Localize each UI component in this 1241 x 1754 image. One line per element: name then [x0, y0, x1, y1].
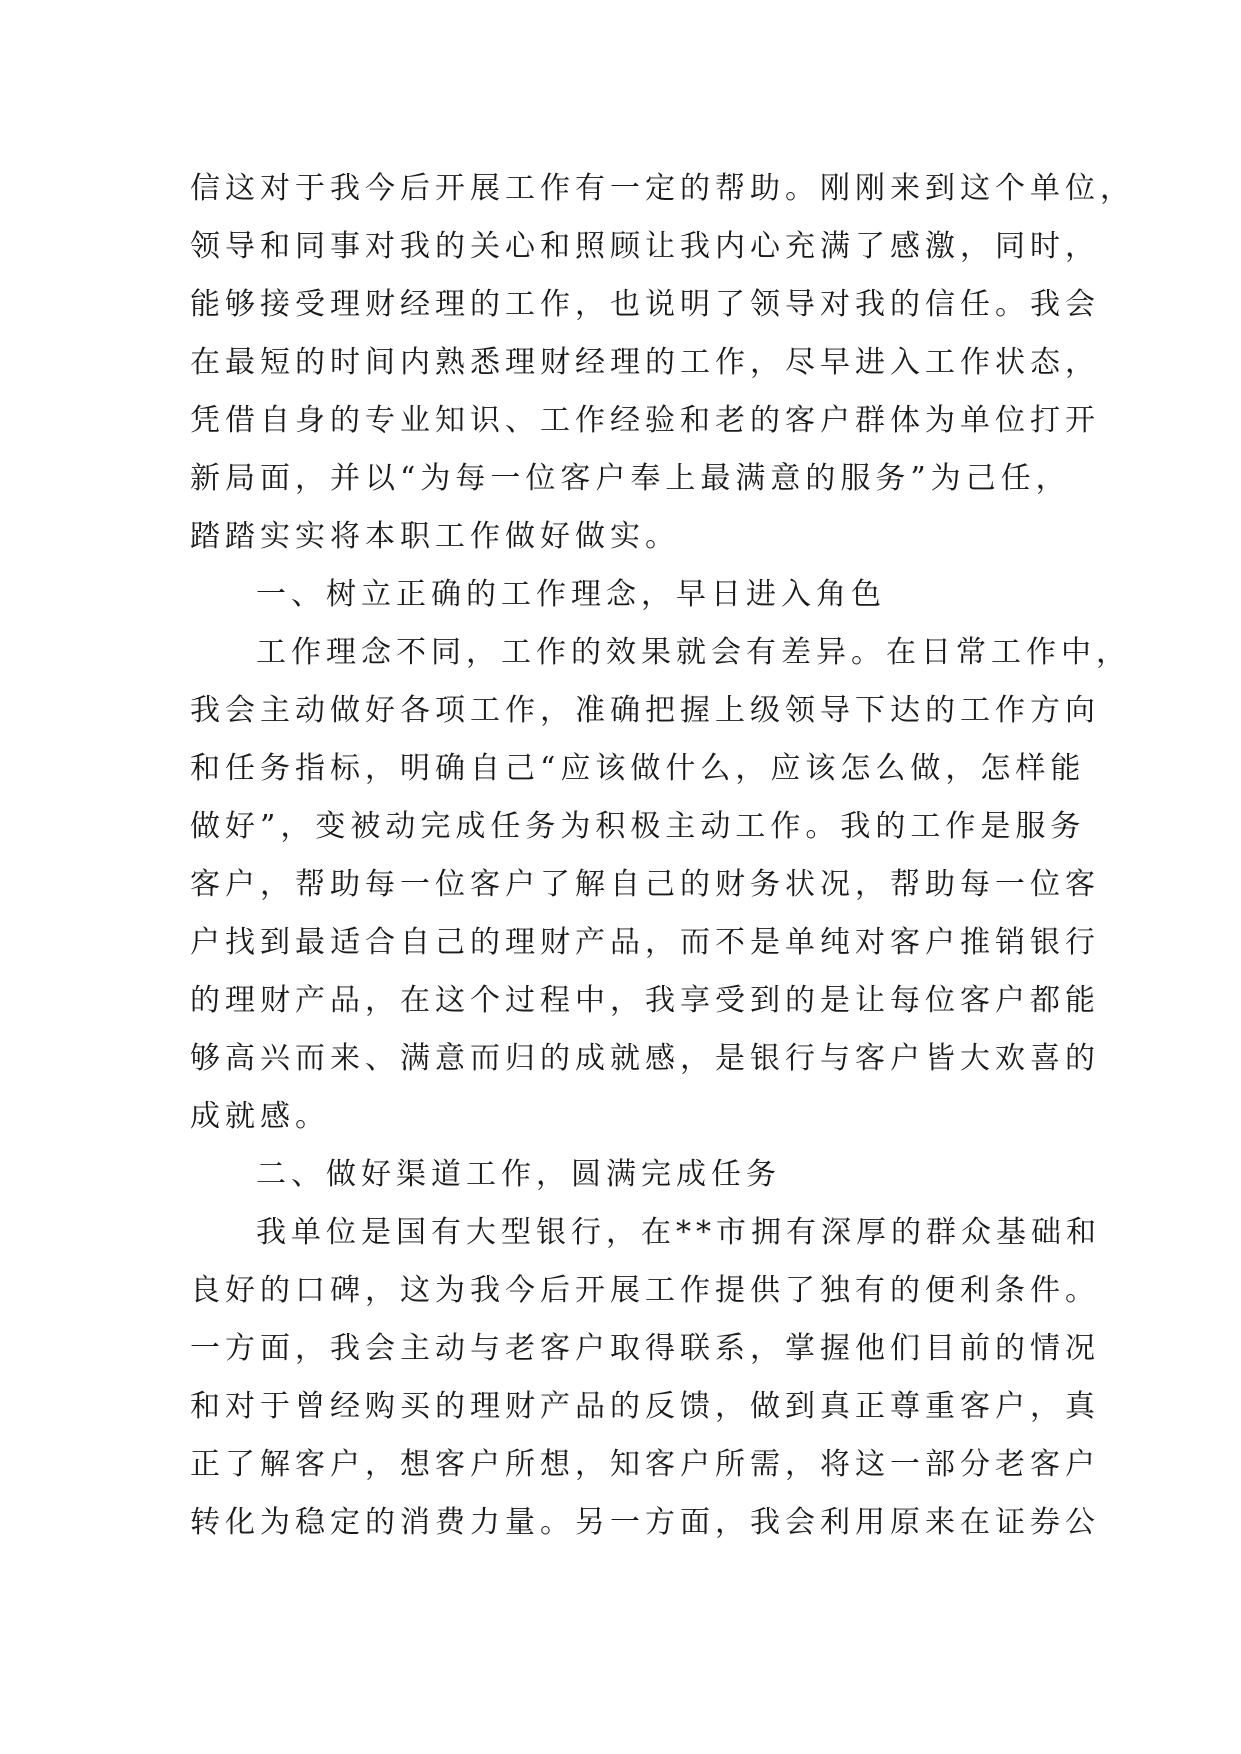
body-line: 在最短的时间内熟悉理财经理的工作，尽早进入工作状态， [190, 345, 1100, 380]
body-line: 良好的口碑，这为我今后开展工作提供了独有的便利条件。 [190, 1273, 1100, 1308]
body-line: 户找到最适合自己的理财产品，而不是单纯对客户推销银行 [190, 925, 1100, 960]
body-line: 客户，帮助每一位客户了解自己的财务状况，帮助每一位客 [190, 867, 1100, 902]
body-line: 新局面，并以“为每一位客户奉上最满意的服务”为己任， [190, 461, 1071, 496]
body-line: 够高兴而来、满意而归的成就感，是银行与客户皆大欢喜的 [190, 1041, 1100, 1076]
body-line: 正了解客户，想客户所想，知客户所需，将这一部分老客户 [190, 1447, 1100, 1482]
body-line: 和对于曾经购买的理财产品的反馈，做到真正尊重客户，真 [190, 1389, 1100, 1424]
section-heading: 一、树立正确的工作理念，早日进入角色 [256, 577, 886, 612]
body-line: 能够接受理财经理的工作，也说明了领导对我的信任。我会 [190, 287, 1100, 322]
body-line: 我单位是国有大型银行，在**市拥有深厚的群众基础和 [256, 1215, 1101, 1250]
body-line: 和任务指标，明确自己“应该做什么，应该怎么做，怎样能 [190, 751, 1086, 786]
body-line: 的理财产品，在这个过程中，我享受到的是让每位客户都能 [190, 983, 1100, 1018]
body-line: 成就感。 [190, 1099, 330, 1134]
body-line: 做好”，变被动完成任务为积极主动工作。我的工作是服务 [190, 809, 1086, 844]
body-line: 转化为稳定的消费力量。另一方面，我会利用原来在证券公 [190, 1505, 1100, 1540]
body-line: 踏踏实实将本职工作做好做实。 [190, 519, 680, 554]
section-heading: 二、做好渠道工作，圆满完成任务 [256, 1157, 781, 1192]
body-line: 一方面，我会主动与老客户取得联系，掌握他们目前的情况 [190, 1331, 1100, 1366]
body-line: 凭借自身的专业知识、工作经验和老的客户群体为单位打开 [190, 403, 1100, 438]
body-line: 领导和同事对我的关心和照顾让我内心充满了感激，同时， [190, 229, 1100, 264]
document-body [190, 160, 1135, 1552]
body-line: 信这对于我今后开展工作有一定的帮助。刚刚来到这个单位， [190, 171, 1135, 206]
body-line: 工作理念不同，工作的效果就会有差异。在日常工作中， [256, 635, 1131, 670]
body-line: 我会主动做好各项工作，准确把握上级领导下达的工作方向 [190, 693, 1100, 728]
